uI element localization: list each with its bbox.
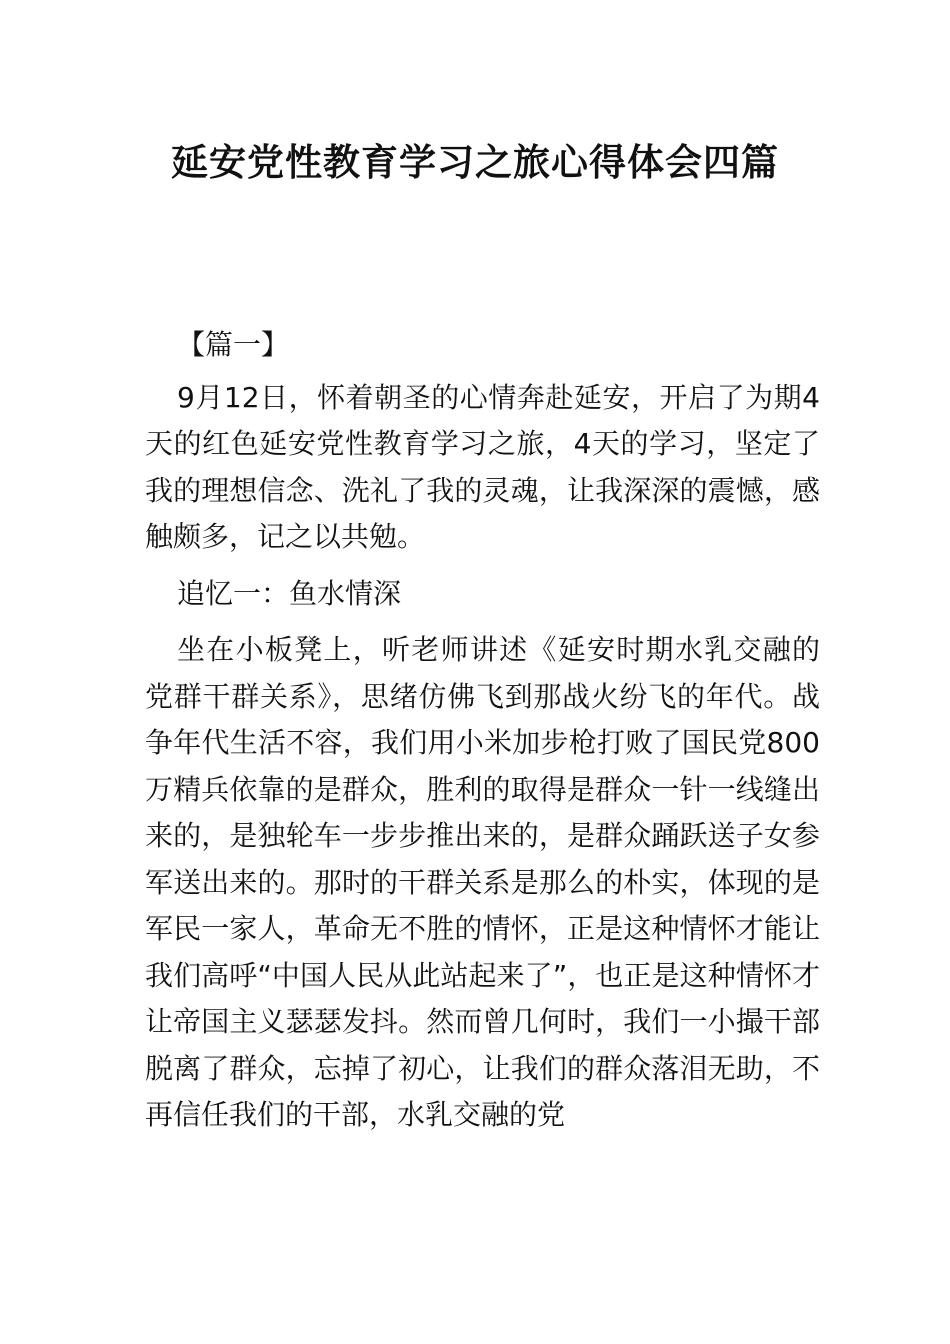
document-body — [145, 322, 820, 1149]
subheading-recollection-one: 追忆一：鱼水情深 — [177, 576, 402, 610]
document-title: 延安党性教育学习之旅心得体会四篇 — [171, 141, 779, 184]
paragraph-intro: 9月12日，怀着朝圣的心情奔赴延安，开启了为期4天的红色延安党性教育学习之旅，4天的学习，坚定了我的理想信念、洗礼了我的灵魂，让我深深的震憾，感触颇多，记之以共勉。 — [145, 380, 820, 553]
paragraph-recollection-one: 坐在小板凳上，听老师讲述《延安时期水乳交融的党群干群关系》，思绪仿佛飞到那战火纷飞的年代。战争年代生活不容，我们用小米加步枪打败了国民党800万精兵依靠的是群众，胜利的取得是群众一针一线缝出来的，是独轮车一步步推出来的，是群众踊跃送子女参军送出来的。那时的干群关系是那么的朴实，体现的是军民一家人，革命无不胜的情怀，正是这种情怀才能让我们高呼“中国人民从此站起来了”，也正是这种情怀才让帝国主义瑟瑟发抖。然而曾几何时，我们一小撮干部脱离了群众，忘掉了初心，让我们的群众落泪无助，不再信任我们的干部，水乳交融的党 — [145, 633, 820, 1131]
section-label: 【篇一】 — [177, 328, 290, 361]
